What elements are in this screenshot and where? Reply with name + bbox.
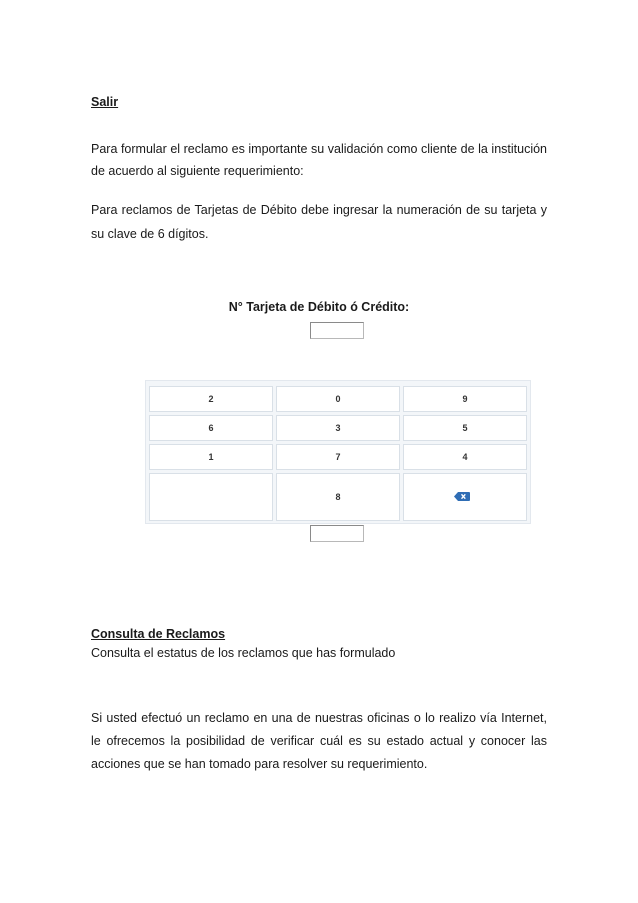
card-number-input[interactable]: [310, 322, 364, 339]
keypad-key[interactable]: 2: [149, 386, 273, 412]
consulta-subtitle: Consulta el estatus de los reclamos que has formulado: [91, 646, 396, 660]
keypad-key[interactable]: 3: [276, 415, 400, 441]
keypad-key[interactable]: 5: [403, 415, 527, 441]
consulta-reclamos-link[interactable]: Consulta de Reclamos: [91, 627, 226, 641]
keypad-key[interactable]: 8: [276, 473, 400, 521]
card-number-label: N° Tarjeta de Débito ó Crédito:: [228, 300, 410, 314]
keypad-blank-key: [149, 473, 273, 521]
keypad-key[interactable]: 9: [403, 386, 527, 412]
backspace-icon: [454, 488, 470, 508]
keypad-key[interactable]: 4: [403, 444, 527, 470]
salir-link[interactable]: Salir: [91, 95, 119, 109]
keypad-delete-key[interactable]: [403, 473, 527, 521]
keypad-key[interactable]: 7: [276, 444, 400, 470]
keypad-key[interactable]: 6: [149, 415, 273, 441]
keypad-key[interactable]: 1: [149, 444, 273, 470]
intro-paragraph-2: Para reclamos de Tarjetas de Débito debe ingresar la numeración de su tarjeta y su clave de 6 dígitos.: [91, 203, 547, 241]
virtual-keypad: [145, 380, 531, 524]
consulta-paragraph: Si usted efectuó un reclamo en una de nuestras oficinas o lo realizo vía Internet, le ofrecemos la posibilidad de verificar cuál es su estado actual y conocer las acciones que se han tomado para resolver su requerimiento.: [91, 711, 547, 771]
intro-paragraph-1: Para formular el reclamo es importante su validación como cliente de la institución de acuerdo al siguiente requerimiento:: [91, 142, 547, 178]
pin-input[interactable]: [310, 525, 364, 542]
keypad-key[interactable]: 0: [276, 386, 400, 412]
